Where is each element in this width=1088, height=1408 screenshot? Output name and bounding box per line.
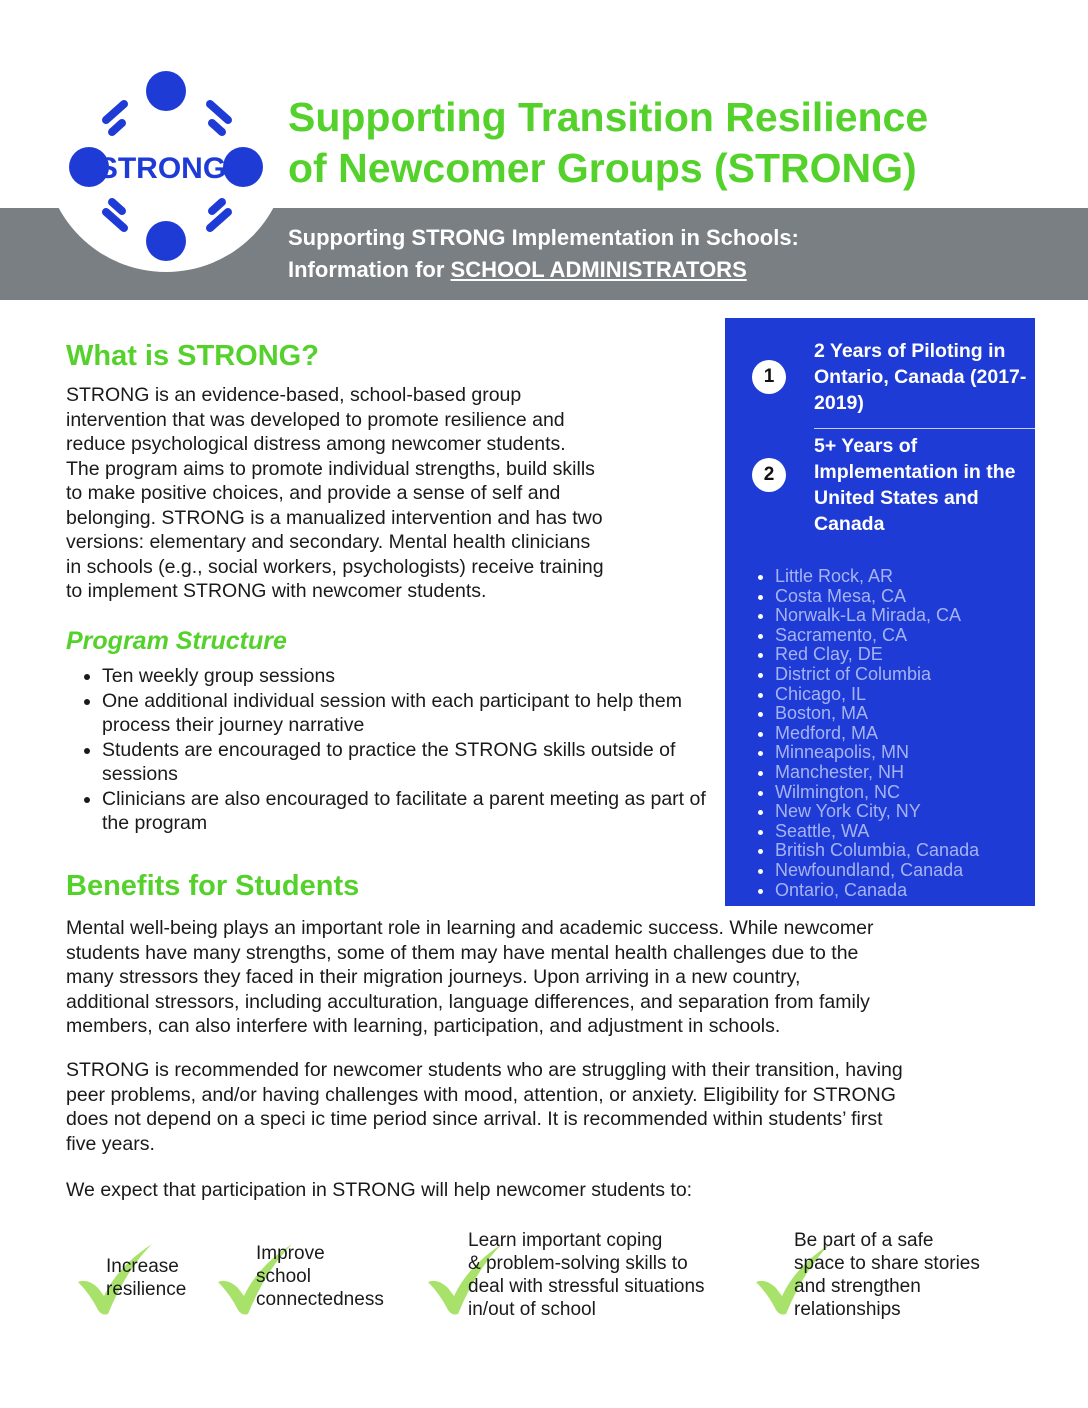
list-item: • Costa Mesa, CA bbox=[775, 587, 1065, 607]
benefit-line: in/out of school bbox=[468, 1299, 596, 1320]
benefit-line: Be part of a safe bbox=[794, 1230, 934, 1251]
benefit-text bbox=[106, 1255, 186, 1301]
what-line: reduce psychological distress among newcomer students. bbox=[66, 433, 566, 455]
what-line: to make positive choices, and provide a sense of self and bbox=[66, 482, 561, 504]
list-item: • Norwalk-La Mirada, CA bbox=[775, 606, 1065, 626]
subtitle-audience: SCHOOL ADMINISTRATORS bbox=[450, 257, 747, 282]
list-item: • Chicago, IL bbox=[775, 685, 1065, 705]
list-item: • Clinicians are also encouraged to facilitate a parent meeting as part of the program bbox=[102, 787, 722, 836]
list-item: • Sacramento, CA bbox=[775, 626, 1065, 646]
page-title bbox=[288, 92, 1078, 194]
list-item: • Ontario, Canada bbox=[775, 881, 1065, 901]
benefits-line: does not depend on a speci ic time period since arrival. It is recommended within students’ first bbox=[66, 1108, 883, 1130]
benefit-line: deal with stressful situations bbox=[468, 1276, 705, 1297]
list-item: • Ten weekly group sessions bbox=[102, 664, 722, 689]
what-line: intervention that was developed to promote resilience and bbox=[66, 408, 565, 431]
benefit-line: space to share stories bbox=[794, 1253, 980, 1274]
list-item: • Medford, MA bbox=[775, 724, 1065, 744]
what-line: to implement STRONG with newcomer students. bbox=[66, 580, 487, 602]
stat-number-badge: 1 bbox=[752, 360, 786, 394]
list-item: • Red Clay, DE bbox=[775, 645, 1065, 665]
list-item: • District of Columbia bbox=[775, 665, 1065, 685]
list-item: • Seattle, WA bbox=[775, 822, 1065, 842]
what-paragraph bbox=[66, 383, 706, 604]
benefits-line: many stressors they faced in their migration journeys. Upon arriving in a new country, bbox=[66, 966, 801, 988]
what-line: belonging. STRONG is a manualized intervention and has two bbox=[66, 506, 603, 529]
list-item: • Wilmington, NC bbox=[775, 783, 1065, 803]
stat-implementation: 5+ Years of Implementation in the United States and Canada bbox=[814, 435, 1016, 535]
benefit-line: resilience bbox=[106, 1279, 187, 1300]
subtitle-line-1: Supporting STRONG Implementation in Schools: bbox=[288, 225, 799, 250]
benefits-line: Mental well-being plays an important role in learning and academic success. While newcomer bbox=[66, 917, 874, 939]
benefit-text bbox=[794, 1229, 980, 1321]
logo-text: STRONG bbox=[97, 152, 227, 185]
list-item: • Students are encouraged to practice the STRONG skills outside of sessions bbox=[102, 738, 722, 787]
list-item: • Manchester, NH bbox=[775, 763, 1065, 783]
benefits-heading: Benefits for Students bbox=[66, 870, 360, 902]
benefits-paragraph-1 bbox=[66, 916, 1026, 1039]
list-item: • Newfoundland, Canada bbox=[775, 861, 1065, 881]
benefit-line: school bbox=[256, 1266, 311, 1287]
list-item: • Minneapolis, MN bbox=[775, 743, 1065, 763]
what-line: STRONG is an evidence-based, school-based group bbox=[66, 384, 522, 406]
benefit-line: connectedness bbox=[256, 1289, 384, 1310]
list-item: • British Columbia, Canada bbox=[775, 841, 1065, 861]
benefit-line: Increase bbox=[106, 1256, 179, 1277]
benefits-line: additional stressors, including acculturation, language differences, and separation from family bbox=[66, 990, 870, 1013]
structure-heading: Program Structure bbox=[66, 627, 287, 655]
title-line-1: Supporting Transition Resilience bbox=[288, 94, 929, 140]
benefits-line: peer problems, and/or having challenges with mood, attention, or anxiety. Eligibility for STRONG bbox=[66, 1083, 896, 1106]
list-item: • Boston, MA bbox=[775, 704, 1065, 724]
benefit-line: relationships bbox=[794, 1299, 901, 1320]
benefits-line: members, can also interfere with learning, participation, and adjustment in schools. bbox=[66, 1015, 781, 1037]
what-line: The program aims to promote individual strengths, build skills bbox=[66, 457, 595, 480]
benefits-paragraph-2 bbox=[66, 1058, 1026, 1156]
benefit-line: Improve bbox=[256, 1243, 325, 1264]
benefit-item-connectedness bbox=[214, 1232, 414, 1332]
subtitle-line-2-prefix: Information for bbox=[288, 257, 451, 282]
list-item: • One additional individual session with each participant to help them process their journey narrative bbox=[102, 689, 722, 738]
benefit-line: & problem-solving skills to bbox=[468, 1253, 688, 1274]
what-heading: What is STRONG? bbox=[66, 340, 319, 372]
benefit-text bbox=[468, 1229, 705, 1321]
what-line: versions: elementary and secondary. Mental health clinicians bbox=[66, 531, 591, 553]
page-subtitle bbox=[288, 222, 1068, 286]
benefit-text bbox=[256, 1242, 384, 1311]
benefit-item-coping-skills bbox=[424, 1232, 744, 1332]
stat-piloting: 2 Years of Piloting in Ontario, Canada (2017-2019) bbox=[814, 340, 1027, 414]
benefit-line: and strengthen bbox=[794, 1276, 921, 1297]
title-line-2: of Newcomer Groups (STRONG) bbox=[288, 145, 917, 191]
list-item: • Little Rock, AR bbox=[775, 567, 1065, 587]
benefit-line: Learn important coping bbox=[468, 1230, 663, 1251]
structure-list bbox=[78, 664, 722, 836]
strong-logo bbox=[44, 28, 288, 272]
stat-number-badge: 2 bbox=[752, 458, 786, 492]
what-line: in schools (e.g., social workers, psychologists) receive training bbox=[66, 555, 604, 578]
sidebar-divider bbox=[814, 428, 1035, 429]
list-item: • New York City, NY bbox=[775, 802, 1065, 822]
benefits-line: five years. bbox=[66, 1132, 155, 1155]
benefits-line: STRONG is recommended for newcomer students who are struggling with their transition, having bbox=[66, 1059, 903, 1081]
benefits-line: students have many strengths, some of them may have mental health challenges due to the bbox=[66, 941, 859, 964]
implementation-sidebar bbox=[725, 318, 1035, 906]
benefits-intro: We expect that participation in STRONG will help newcomer students to: bbox=[66, 1179, 693, 1201]
benefit-item-safe-space bbox=[752, 1232, 1042, 1332]
city-list bbox=[753, 567, 1065, 900]
